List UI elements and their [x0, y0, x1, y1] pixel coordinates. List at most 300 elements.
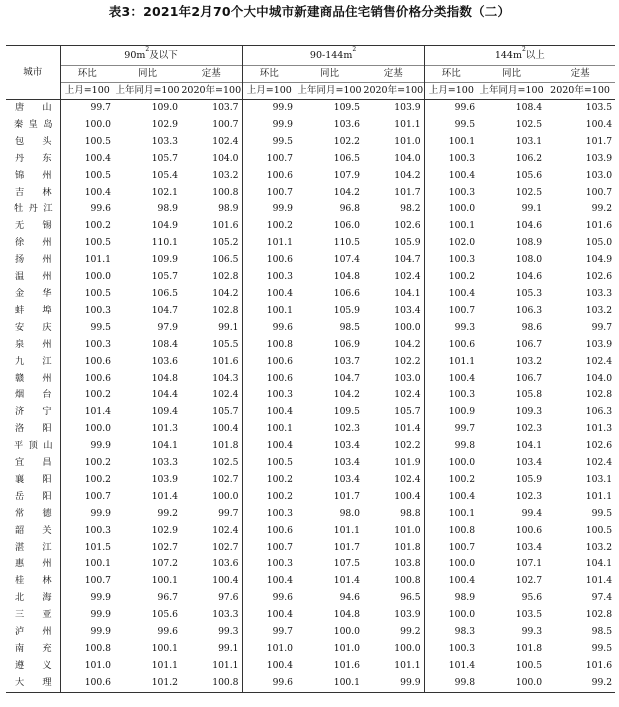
- value-cell: 98.5: [591, 626, 613, 638]
- city-cell: [6, 269, 60, 286]
- value-cell: 100.2: [242, 489, 296, 506]
- value-cell: 106.7: [515, 338, 543, 350]
- value-cell: 110.1: [151, 237, 178, 249]
- table-row: [6, 540, 615, 557]
- value-cell: 100.2: [60, 472, 114, 489]
- value-cell: 102.7: [212, 473, 239, 485]
- value-cell: 101.3: [585, 423, 613, 435]
- value-cell: 100.2: [242, 218, 296, 235]
- value-cell: 100.7: [60, 573, 114, 590]
- value-cell: 100.5: [60, 134, 114, 151]
- value-cell: 99.5: [242, 134, 296, 151]
- table-row: [6, 421, 615, 438]
- value-cell: 99.9: [242, 100, 296, 117]
- value-cell: 105.6: [515, 169, 543, 181]
- table-row: [6, 151, 615, 168]
- city-cell: [6, 354, 60, 371]
- city-cell: [6, 100, 60, 117]
- value-cell: 105.3: [515, 287, 543, 299]
- table-row: [6, 607, 615, 624]
- value-cell: 104.7: [151, 304, 178, 316]
- value-cell: 100.3: [242, 556, 296, 573]
- value-cell: 107.1: [515, 558, 543, 570]
- value-cell: 105.9: [333, 304, 361, 316]
- value-cell: 104.8: [333, 609, 361, 621]
- table-row: [6, 134, 615, 151]
- value-cell: 104.2: [212, 287, 239, 299]
- value-cell: 100.4: [60, 151, 114, 168]
- value-cell: 102.9: [151, 524, 178, 536]
- value-cell: 105.7: [394, 406, 421, 418]
- value-cell: 103.4: [515, 457, 543, 469]
- value-cell: 103.3: [585, 287, 613, 299]
- value-cell: 108.4: [151, 338, 178, 350]
- header-city: 城市: [6, 46, 60, 100]
- value-cell: 106.3: [515, 304, 543, 316]
- value-cell: 105.2: [212, 237, 239, 249]
- value-cell: 100.1: [424, 506, 478, 523]
- value-cell: 100.6: [60, 675, 114, 692]
- value-cell: 96.8: [339, 203, 361, 215]
- value-cell: 100.1: [60, 556, 114, 573]
- value-cell: 100.1: [242, 421, 296, 438]
- value-cell: 99.9: [60, 607, 114, 624]
- table-row: [6, 303, 615, 320]
- value-cell: 99.6: [242, 590, 296, 607]
- value-cell: 99.2: [545, 675, 615, 692]
- value-cell: 100.9: [424, 404, 478, 421]
- table-row: [6, 556, 615, 573]
- value-cell: 101.1: [424, 354, 478, 371]
- value-cell: 100.2: [242, 472, 296, 489]
- city-cell: [6, 151, 60, 168]
- value-cell: 100.3: [242, 269, 296, 286]
- value-cell: 101.7: [585, 135, 613, 147]
- value-cell: 106.0: [333, 220, 361, 232]
- subheader-2-0: 环比: [424, 66, 478, 83]
- value-cell: 100.4: [424, 286, 478, 303]
- value-cell: 102.7: [151, 541, 178, 553]
- value-cell: 100.8: [60, 641, 114, 658]
- city-name: 桂 林: [15, 575, 52, 587]
- value-cell: 100.7: [212, 118, 239, 130]
- value-cell: 102.2: [333, 135, 361, 147]
- city-name: 宜 昌: [15, 457, 52, 469]
- value-cell: 95.6: [521, 592, 543, 604]
- table-row: [6, 320, 615, 337]
- value-cell: 101.1: [333, 524, 361, 536]
- city-name: 北 海: [15, 592, 52, 604]
- value-cell: 102.3: [515, 490, 543, 502]
- value-cell: 102.9: [151, 118, 178, 130]
- subheader-1-0: 环比: [242, 66, 296, 83]
- city-name: 唐 山: [15, 102, 52, 113]
- value-cell: 101.6: [212, 355, 239, 367]
- city-name: 惠 州: [15, 558, 52, 570]
- value-cell: 102.8: [585, 389, 613, 401]
- value-cell: 103.4: [394, 304, 421, 316]
- base-header-2-1: 上年同月=100: [478, 83, 545, 100]
- table-row: [6, 371, 615, 388]
- city-name: 大 理: [15, 676, 52, 688]
- value-cell: 103.5: [515, 609, 543, 621]
- value-cell: 100.1: [151, 643, 178, 654]
- value-cell: 100.3: [424, 387, 478, 404]
- value-cell: 100.4: [585, 118, 613, 130]
- value-cell: 99.7: [218, 507, 239, 519]
- value-cell: 99.9: [242, 117, 296, 134]
- value-cell: 102.4: [212, 524, 239, 536]
- value-cell: 100.4: [394, 490, 421, 502]
- value-cell: 102.4: [585, 355, 613, 367]
- value-cell: 100.2: [424, 472, 478, 489]
- value-cell: 105.4: [151, 169, 178, 181]
- value-cell: 100.5: [515, 659, 543, 671]
- base-header-1-1: 上年同月=100: [296, 83, 363, 100]
- value-cell: 100.6: [424, 337, 478, 354]
- value-cell: 101.4: [151, 490, 178, 502]
- value-cell: 100.0: [333, 626, 361, 638]
- value-cell: 100.2: [60, 387, 114, 404]
- value-cell: 101.4: [424, 658, 478, 675]
- city-cell: [6, 168, 60, 185]
- city-name: 牡 丹 江: [14, 203, 53, 215]
- value-cell: 105.5: [212, 338, 239, 350]
- value-cell: 100.2: [60, 218, 114, 235]
- city-cell: [6, 303, 60, 320]
- value-cell: 97.6: [218, 592, 239, 604]
- value-cell: 100.0: [478, 675, 545, 692]
- value-cell: 103.7: [212, 102, 239, 113]
- table-row: [6, 168, 615, 185]
- value-cell: 102.5: [515, 186, 543, 198]
- value-cell: 101.7: [333, 541, 361, 553]
- table-row: [6, 675, 615, 692]
- value-cell: 103.9: [585, 338, 613, 350]
- table-row: [6, 573, 615, 590]
- value-cell: 99.7: [424, 421, 478, 438]
- value-cell: 103.4: [333, 457, 361, 469]
- table-row: [6, 117, 615, 134]
- value-cell: 103.1: [585, 473, 613, 485]
- value-cell: 100.0: [424, 455, 478, 472]
- value-cell: 104.3: [212, 372, 239, 384]
- value-cell: 99.9: [60, 438, 114, 455]
- table-row: [6, 489, 615, 506]
- value-cell: 105.7: [151, 152, 178, 164]
- city-name: 包 头: [15, 135, 52, 147]
- value-cell: 100.0: [60, 269, 114, 286]
- value-cell: 105.7: [151, 271, 178, 283]
- city-name: 岳 阳: [15, 490, 52, 502]
- value-cell: 94.6: [339, 592, 361, 604]
- value-cell: 100.6: [242, 523, 296, 540]
- value-cell: 102.4: [212, 389, 239, 401]
- value-cell: 100.5: [242, 455, 296, 472]
- city-name: 徐 州: [15, 237, 52, 249]
- value-cell: 100.5: [60, 235, 114, 252]
- city-cell: [6, 134, 60, 151]
- header-group-small: $90m^2$及以下: [60, 46, 242, 66]
- value-cell: 104.4: [151, 389, 178, 401]
- value-cell: 100.3: [60, 303, 114, 320]
- value-cell: 101.1: [394, 659, 421, 671]
- subheader-1-2: 定基: [363, 66, 424, 83]
- city-name: 烟 台: [15, 389, 52, 401]
- value-cell: 100.0: [394, 321, 421, 333]
- city-cell: [6, 641, 60, 658]
- value-cell: 103.6: [333, 118, 361, 130]
- table-row: [6, 218, 615, 235]
- value-cell: 100.2: [424, 269, 478, 286]
- table-row: [6, 337, 615, 354]
- value-cell: 100.7: [242, 151, 296, 168]
- base-header-1-2: 2020年=100: [363, 83, 424, 100]
- value-cell: 100.0: [424, 607, 478, 624]
- city-name: 丹 东: [15, 152, 52, 164]
- value-cell: 100.3: [424, 252, 478, 269]
- value-cell: 100.5: [60, 168, 114, 185]
- value-cell: 105.0: [585, 237, 613, 249]
- value-cell: 103.9: [585, 152, 613, 164]
- value-cell: 101.1: [242, 235, 296, 252]
- value-cell: 99.9: [60, 506, 114, 523]
- value-cell: 100.3: [242, 387, 296, 404]
- city-name: 济 宁: [15, 406, 52, 418]
- value-cell: 104.1: [515, 440, 543, 452]
- value-cell: 102.6: [585, 271, 613, 283]
- value-cell: 109.5: [333, 406, 361, 418]
- value-cell: 99.6: [424, 100, 478, 117]
- subheader-1-1: 同比: [296, 66, 363, 83]
- value-cell: 101.0: [60, 658, 114, 675]
- value-cell: 99.6: [157, 626, 178, 638]
- city-cell: [6, 556, 60, 573]
- city-cell: [6, 404, 60, 421]
- value-cell: 103.9: [394, 102, 421, 113]
- value-cell: 98.8: [400, 507, 421, 519]
- value-cell: 98.9: [157, 203, 178, 215]
- value-cell: 108.0: [515, 254, 543, 266]
- value-cell: 99.6: [242, 320, 296, 337]
- value-cell: 104.0: [212, 152, 239, 164]
- value-cell: 103.0: [585, 169, 613, 181]
- base-header-0-1: 上年同月=100: [114, 83, 181, 100]
- city-cell: [6, 201, 60, 218]
- value-cell: 104.2: [333, 389, 361, 401]
- value-cell: 103.2: [585, 541, 613, 553]
- value-cell: 102.7: [515, 575, 543, 587]
- table-row: [6, 624, 615, 641]
- city-cell: [6, 421, 60, 438]
- value-cell: 100.6: [60, 354, 114, 371]
- city-name: 温 州: [15, 271, 52, 283]
- city-name: 平 顶 山: [14, 440, 53, 452]
- value-cell: 104.1: [585, 558, 613, 570]
- value-cell: 100.3: [424, 151, 478, 168]
- value-cell: 101.3: [151, 423, 178, 435]
- city-name: 常 德: [15, 507, 52, 519]
- value-cell: 100.4: [242, 438, 296, 455]
- city-name: 湛 江: [15, 541, 52, 553]
- value-cell: 103.9: [151, 473, 178, 485]
- value-cell: 100.1: [424, 218, 478, 235]
- value-cell: 99.2: [157, 507, 178, 519]
- value-cell: 100.0: [424, 201, 478, 218]
- value-cell: 100.6: [515, 524, 543, 536]
- value-cell: 101.0: [394, 524, 421, 536]
- value-cell: 101.6: [212, 220, 239, 232]
- value-cell: 100.0: [60, 421, 114, 438]
- value-cell: 101.0: [242, 641, 296, 658]
- value-cell: 100.7: [60, 489, 114, 506]
- table-row: [6, 506, 615, 523]
- value-cell: 104.7: [394, 254, 421, 266]
- value-cell: 100.6: [242, 354, 296, 371]
- city-cell: [6, 658, 60, 675]
- value-cell: 100.4: [424, 573, 478, 590]
- value-cell: 109.0: [151, 102, 178, 113]
- value-cell: 106.5: [212, 254, 239, 266]
- value-cell: 97.9: [157, 321, 178, 333]
- value-cell: 101.4: [60, 404, 114, 421]
- value-cell: 100.0: [424, 556, 478, 573]
- value-cell: 99.5: [60, 320, 114, 337]
- value-cell: 98.9: [218, 203, 239, 215]
- value-cell: 106.2: [515, 152, 543, 164]
- city-name: 安 庆: [15, 321, 52, 333]
- value-cell: 103.6: [151, 355, 178, 367]
- value-cell: 101.6: [585, 659, 613, 671]
- city-name: 扬 州: [15, 254, 52, 266]
- value-cell: 96.7: [157, 592, 178, 604]
- value-cell: 98.0: [339, 507, 361, 519]
- value-cell: 105.9: [394, 237, 421, 249]
- value-cell: 101.6: [333, 659, 361, 671]
- city-cell: [6, 235, 60, 252]
- city-cell: [6, 573, 60, 590]
- value-cell: 100.7: [424, 303, 478, 320]
- subheader-0-1: 同比: [114, 66, 181, 83]
- value-cell: 101.8: [394, 541, 421, 553]
- value-cell: 106.3: [585, 406, 613, 418]
- value-cell: 100.1: [242, 303, 296, 320]
- value-cell: 103.4: [333, 440, 361, 452]
- value-cell: 101.4: [333, 575, 361, 587]
- value-cell: 100.6: [242, 371, 296, 388]
- table-row: [6, 354, 615, 371]
- value-cell: 100.0: [394, 643, 421, 654]
- value-cell: 101.0: [333, 643, 361, 654]
- city-name: 襄 阳: [15, 473, 52, 485]
- value-cell: 102.8: [212, 304, 239, 316]
- value-cell: 104.0: [585, 372, 613, 384]
- city-cell: [6, 506, 60, 523]
- value-cell: 100.5: [60, 286, 114, 303]
- value-cell: 101.1: [212, 659, 239, 671]
- header-group-medium: $90-144m^2$: [242, 46, 424, 66]
- value-cell: 107.9: [333, 169, 361, 181]
- value-cell: 100.1: [296, 675, 363, 692]
- value-cell: 101.5: [60, 540, 114, 557]
- value-cell: 104.0: [394, 152, 421, 164]
- value-cell: 100.3: [424, 641, 478, 658]
- value-cell: 101.0: [394, 135, 421, 147]
- city-name: 泉 州: [15, 338, 52, 350]
- value-cell: 101.8: [212, 440, 239, 452]
- city-name: 洛 阳: [15, 423, 52, 435]
- value-cell: 109.3: [515, 406, 543, 418]
- value-cell: 99.6: [60, 201, 114, 218]
- city-cell: [6, 320, 60, 337]
- value-cell: 100.7: [242, 185, 296, 202]
- city-name: 蚌 埠: [15, 304, 52, 316]
- value-cell: 100.6: [60, 371, 114, 388]
- value-cell: 100.4: [242, 573, 296, 590]
- table-row: [6, 641, 615, 658]
- value-cell: 106.5: [333, 152, 361, 164]
- city-cell: [6, 337, 60, 354]
- value-cell: 100.8: [242, 337, 296, 354]
- value-cell: 99.2: [591, 203, 613, 215]
- value-cell: 103.7: [333, 355, 361, 367]
- city-cell: [6, 624, 60, 641]
- city-cell: [6, 523, 60, 540]
- city-cell: [6, 218, 60, 235]
- table-title: 表3：2021年2月70个大中城市新建商品住宅销售价格分类指数（二）: [108, 4, 511, 19]
- city-cell: [6, 675, 60, 692]
- value-cell: 104.9: [151, 220, 178, 232]
- value-cell: 102.3: [515, 423, 543, 435]
- value-cell: 100.4: [424, 168, 478, 185]
- value-cell: 99.5: [424, 117, 478, 134]
- value-cell: 99.1: [218, 321, 239, 333]
- value-cell: 103.2: [212, 169, 239, 181]
- value-cell: 106.6: [333, 287, 361, 299]
- value-cell: 105.6: [151, 609, 178, 621]
- value-cell: 100.4: [242, 286, 296, 303]
- table-row: [6, 523, 615, 540]
- header-group-large: $144m^2$以上: [424, 46, 615, 66]
- value-cell: 99.8: [424, 438, 478, 455]
- value-cell: 106.5: [151, 287, 178, 299]
- value-cell: 104.1: [394, 287, 421, 299]
- value-cell: 99.9: [242, 201, 296, 218]
- value-cell: 101.1: [585, 490, 613, 502]
- value-cell: 101.8: [515, 643, 543, 654]
- value-cell: 103.3: [151, 457, 178, 469]
- value-cell: 102.4: [394, 271, 421, 283]
- table-row: [6, 185, 615, 202]
- city-cell: [6, 286, 60, 303]
- table-row: [6, 472, 615, 489]
- value-cell: 101.1: [394, 118, 421, 130]
- value-cell: 100.7: [424, 540, 478, 557]
- table-row: [6, 252, 615, 269]
- table-row: [6, 387, 615, 404]
- value-cell: 99.2: [400, 626, 421, 638]
- city-name: 韶 关: [15, 524, 52, 536]
- value-cell: 100.0: [60, 117, 114, 134]
- value-cell: 99.4: [521, 507, 543, 519]
- city-cell: [6, 489, 60, 506]
- value-cell: 99.3: [521, 626, 543, 638]
- city-name: 锦 州: [15, 169, 52, 181]
- value-cell: 99.9: [363, 675, 424, 692]
- value-cell: 104.1: [151, 440, 178, 452]
- value-cell: 100.3: [242, 506, 296, 523]
- value-cell: 96.5: [400, 592, 421, 604]
